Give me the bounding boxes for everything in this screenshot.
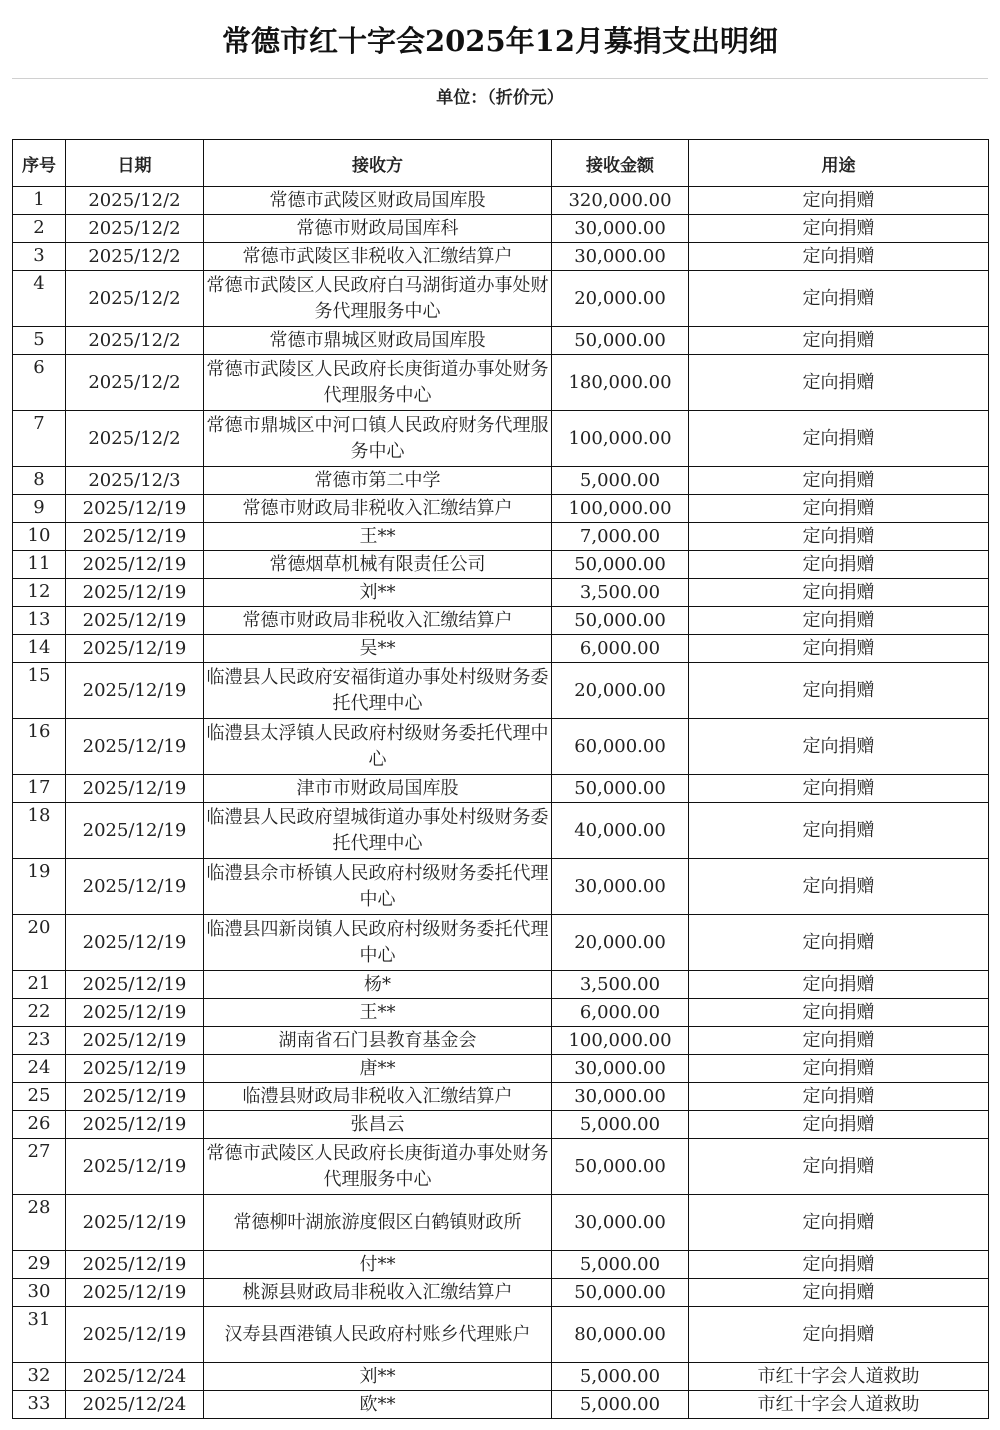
cell-date: 2025/12/19 <box>66 859 204 915</box>
table-row <box>13 1279 989 1307</box>
cell-amount: 100,000.00 <box>552 1027 689 1055</box>
table-row <box>13 859 989 915</box>
cell-amount: 80,000.00 <box>552 1307 689 1363</box>
cell-date: 2025/12/19 <box>66 1195 204 1251</box>
table-row <box>13 495 989 523</box>
table-body <box>13 187 989 1419</box>
cell-recipient: 常德市武陵区人民政府长庚街道办事处财务代理服务中心 <box>204 1139 552 1195</box>
cell-date: 2025/12/19 <box>66 1251 204 1279</box>
cell-date: 2025/12/19 <box>66 775 204 803</box>
cell-purpose: 定向捐赠 <box>689 859 989 915</box>
table-row <box>13 663 989 719</box>
cell-purpose: 定向捐赠 <box>689 523 989 551</box>
cell-index: 23 <box>13 1027 66 1055</box>
table-row <box>13 411 989 467</box>
cell-index: 2 <box>13 215 66 243</box>
cell-purpose: 定向捐赠 <box>689 1279 989 1307</box>
cell-index: 26 <box>13 1111 66 1139</box>
cell-recipient: 临澧县太浮镇人民政府村级财务委托代理中心 <box>204 719 552 775</box>
table-row <box>13 635 989 663</box>
cell-date: 2025/12/19 <box>66 1139 204 1195</box>
document-sheet <box>12 0 988 1419</box>
cell-purpose: 定向捐赠 <box>689 1027 989 1055</box>
cell-date: 2025/12/2 <box>66 243 204 271</box>
cell-index: 21 <box>13 971 66 999</box>
cell-amount: 30,000.00 <box>552 1195 689 1251</box>
table-row <box>13 243 989 271</box>
cell-purpose: 定向捐赠 <box>689 999 989 1027</box>
cell-recipient: 常德市鼎城区财政局国库股 <box>204 327 552 355</box>
header-index: 序号 <box>13 140 66 187</box>
cell-index: 20 <box>13 915 66 971</box>
document-title: 常德市红十字会2025年12月募捐支出明细 <box>12 0 988 79</box>
cell-purpose: 定向捐赠 <box>689 915 989 971</box>
cell-date: 2025/12/2 <box>66 355 204 411</box>
cell-purpose: 定向捐赠 <box>689 775 989 803</box>
cell-date: 2025/12/19 <box>66 1055 204 1083</box>
cell-amount: 5,000.00 <box>552 1111 689 1139</box>
cell-amount: 5,000.00 <box>552 1251 689 1279</box>
table-row <box>13 1307 989 1363</box>
cell-date: 2025/12/19 <box>66 551 204 579</box>
cell-index: 8 <box>13 467 66 495</box>
cell-recipient: 临澧县财政局非税收入汇缴结算户 <box>204 1083 552 1111</box>
cell-amount: 6,000.00 <box>552 635 689 663</box>
cell-index: 7 <box>13 411 66 467</box>
cell-date: 2025/12/2 <box>66 327 204 355</box>
table-row <box>13 1055 989 1083</box>
cell-purpose: 定向捐赠 <box>689 1139 989 1195</box>
cell-amount: 30,000.00 <box>552 1083 689 1111</box>
cell-purpose: 定向捐赠 <box>689 719 989 775</box>
cell-date: 2025/12/19 <box>66 915 204 971</box>
cell-index: 33 <box>13 1391 66 1419</box>
cell-amount: 320,000.00 <box>552 187 689 215</box>
cell-recipient: 临澧县人民政府望城街道办事处村级财务委托代理中心 <box>204 803 552 859</box>
cell-amount: 20,000.00 <box>552 663 689 719</box>
cell-recipient: 常德烟草机械有限责任公司 <box>204 551 552 579</box>
cell-index: 31 <box>13 1307 66 1363</box>
cell-purpose: 定向捐赠 <box>689 607 989 635</box>
cell-date: 2025/12/19 <box>66 1083 204 1111</box>
cell-purpose: 定向捐赠 <box>689 243 989 271</box>
cell-amount: 40,000.00 <box>552 803 689 859</box>
cell-recipient: 汉寿县酉港镇人民政府村账乡代理账户 <box>204 1307 552 1363</box>
table-row <box>13 551 989 579</box>
cell-purpose: 定向捐赠 <box>689 803 989 859</box>
cell-amount: 30,000.00 <box>552 1055 689 1083</box>
cell-amount: 100,000.00 <box>552 411 689 467</box>
header-recipient: 接收方 <box>204 140 552 187</box>
cell-purpose: 定向捐赠 <box>689 1055 989 1083</box>
cell-index: 4 <box>13 271 66 327</box>
cell-purpose: 定向捐赠 <box>689 327 989 355</box>
cell-purpose: 定向捐赠 <box>689 1083 989 1111</box>
cell-date: 2025/12/3 <box>66 467 204 495</box>
cell-date: 2025/12/19 <box>66 635 204 663</box>
cell-amount: 5,000.00 <box>552 1363 689 1391</box>
cell-date: 2025/12/19 <box>66 663 204 719</box>
cell-purpose: 定向捐赠 <box>689 1307 989 1363</box>
header-amount: 接收金额 <box>552 140 689 187</box>
cell-recipient: 常德市第二中学 <box>204 467 552 495</box>
cell-amount: 30,000.00 <box>552 215 689 243</box>
unit-label: 单位：（折价元） <box>436 88 564 108</box>
cell-date: 2025/12/19 <box>66 971 204 999</box>
cell-date: 2025/12/19 <box>66 495 204 523</box>
table-row <box>13 467 989 495</box>
cell-amount: 50,000.00 <box>552 1279 689 1307</box>
cell-purpose: 定向捐赠 <box>689 1111 989 1139</box>
cell-amount: 3,500.00 <box>552 579 689 607</box>
cell-amount: 50,000.00 <box>552 551 689 579</box>
cell-index: 25 <box>13 1083 66 1111</box>
cell-index: 18 <box>13 803 66 859</box>
cell-recipient: 刘** <box>204 1363 552 1391</box>
cell-recipient: 常德市武陵区财政局国库股 <box>204 187 552 215</box>
cell-amount: 50,000.00 <box>552 775 689 803</box>
table-row <box>13 579 989 607</box>
cell-purpose: 定向捐赠 <box>689 635 989 663</box>
header-date: 日期 <box>66 140 204 187</box>
cell-amount: 30,000.00 <box>552 243 689 271</box>
table-row <box>13 719 989 775</box>
table-row <box>13 355 989 411</box>
cell-amount: 6,000.00 <box>552 999 689 1027</box>
cell-recipient: 湖南省石门县教育基金会 <box>204 1027 552 1055</box>
cell-amount: 20,000.00 <box>552 271 689 327</box>
cell-amount: 60,000.00 <box>552 719 689 775</box>
cell-index: 32 <box>13 1363 66 1391</box>
cell-index: 17 <box>13 775 66 803</box>
cell-recipient: 杨* <box>204 971 552 999</box>
table-row <box>13 1083 989 1111</box>
table-row <box>13 999 989 1027</box>
cell-date: 2025/12/19 <box>66 719 204 775</box>
cell-index: 22 <box>13 999 66 1027</box>
cell-amount: 20,000.00 <box>552 915 689 971</box>
cell-recipient: 常德市鼎城区中河口镇人民政府财务代理服务中心 <box>204 411 552 467</box>
cell-date: 2025/12/19 <box>66 999 204 1027</box>
cell-index: 14 <box>13 635 66 663</box>
table-row <box>13 971 989 999</box>
cell-purpose: 定向捐赠 <box>689 271 989 327</box>
cell-purpose: 定向捐赠 <box>689 187 989 215</box>
table-row <box>13 1195 989 1251</box>
cell-purpose: 定向捐赠 <box>689 495 989 523</box>
cell-date: 2025/12/2 <box>66 187 204 215</box>
cell-index: 19 <box>13 859 66 915</box>
cell-purpose: 定向捐赠 <box>689 1251 989 1279</box>
cell-index: 11 <box>13 551 66 579</box>
cell-date: 2025/12/24 <box>66 1363 204 1391</box>
table-row <box>13 271 989 327</box>
cell-date: 2025/12/19 <box>66 579 204 607</box>
table-row <box>13 1363 989 1391</box>
cell-date: 2025/12/19 <box>66 523 204 551</box>
cell-amount: 7,000.00 <box>552 523 689 551</box>
cell-recipient: 临澧县四新岗镇人民政府村级财务委托代理中心 <box>204 915 552 971</box>
cell-recipient: 临澧县佘市桥镇人民政府村级财务委托代理中心 <box>204 859 552 915</box>
cell-recipient: 临澧县人民政府安福街道办事处村级财务委托代理中心 <box>204 663 552 719</box>
table-row <box>13 915 989 971</box>
cell-recipient: 津市市财政局国库股 <box>204 775 552 803</box>
cell-purpose: 市红十字会人道救助 <box>689 1363 989 1391</box>
cell-purpose: 定向捐赠 <box>689 971 989 999</box>
cell-date: 2025/12/19 <box>66 607 204 635</box>
cell-recipient: 桃源县财政局非税收入汇缴结算户 <box>204 1279 552 1307</box>
cell-recipient: 常德市财政局国库科 <box>204 215 552 243</box>
cell-date: 2025/12/2 <box>66 411 204 467</box>
cell-index: 13 <box>13 607 66 635</box>
cell-date: 2025/12/19 <box>66 803 204 859</box>
cell-index: 12 <box>13 579 66 607</box>
cell-index: 1 <box>13 187 66 215</box>
cell-amount: 3,500.00 <box>552 971 689 999</box>
cell-purpose: 定向捐赠 <box>689 467 989 495</box>
cell-index: 24 <box>13 1055 66 1083</box>
cell-amount: 30,000.00 <box>552 859 689 915</box>
table-row <box>13 187 989 215</box>
cell-index: 29 <box>13 1251 66 1279</box>
cell-index: 6 <box>13 355 66 411</box>
cell-index: 27 <box>13 1139 66 1195</box>
table-row <box>13 1251 989 1279</box>
cell-purpose: 定向捐赠 <box>689 551 989 579</box>
cell-amount: 50,000.00 <box>552 327 689 355</box>
cell-recipient: 唐** <box>204 1055 552 1083</box>
cell-index: 30 <box>13 1279 66 1307</box>
cell-date: 2025/12/19 <box>66 1027 204 1055</box>
cell-index: 9 <box>13 495 66 523</box>
cell-recipient: 张昌云 <box>204 1111 552 1139</box>
cell-recipient: 王** <box>204 523 552 551</box>
cell-recipient: 常德市武陵区人民政府白马湖街道办事处财务代理服务中心 <box>204 271 552 327</box>
cell-date: 2025/12/24 <box>66 1391 204 1419</box>
cell-recipient: 王** <box>204 999 552 1027</box>
table-row <box>13 775 989 803</box>
cell-index: 10 <box>13 523 66 551</box>
cell-amount: 100,000.00 <box>552 495 689 523</box>
cell-date: 2025/12/19 <box>66 1307 204 1363</box>
cell-index: 15 <box>13 663 66 719</box>
expenditure-table <box>12 139 989 1419</box>
cell-date: 2025/12/19 <box>66 1111 204 1139</box>
cell-purpose: 定向捐赠 <box>689 411 989 467</box>
cell-index: 28 <box>13 1195 66 1251</box>
table-row <box>13 327 989 355</box>
cell-amount: 5,000.00 <box>552 1391 689 1419</box>
cell-recipient: 付** <box>204 1251 552 1279</box>
cell-purpose: 定向捐赠 <box>689 355 989 411</box>
cell-recipient: 常德柳叶湖旅游度假区白鹤镇财政所 <box>204 1195 552 1251</box>
cell-recipient: 常德市武陵区非税收入汇缴结算户 <box>204 243 552 271</box>
cell-amount: 50,000.00 <box>552 1139 689 1195</box>
cell-date: 2025/12/2 <box>66 215 204 243</box>
cell-recipient: 常德市财政局非税收入汇缴结算户 <box>204 607 552 635</box>
table-row <box>13 1111 989 1139</box>
cell-index: 3 <box>13 243 66 271</box>
table-row <box>13 523 989 551</box>
table-row <box>13 803 989 859</box>
cell-index: 16 <box>13 719 66 775</box>
cell-recipient: 刘** <box>204 579 552 607</box>
cell-recipient: 常德市武陵区人民政府长庚街道办事处财务代理服务中心 <box>204 355 552 411</box>
cell-recipient: 常德市财政局非税收入汇缴结算户 <box>204 495 552 523</box>
table-row <box>13 1139 989 1195</box>
cell-amount: 5,000.00 <box>552 467 689 495</box>
cell-purpose: 定向捐赠 <box>689 663 989 719</box>
cell-date: 2025/12/2 <box>66 271 204 327</box>
table-row <box>13 1391 989 1419</box>
cell-purpose: 市红十字会人道救助 <box>689 1391 989 1419</box>
cell-index: 5 <box>13 327 66 355</box>
table-header-row <box>13 140 989 187</box>
cell-recipient: 吴** <box>204 635 552 663</box>
cell-purpose: 定向捐赠 <box>689 1195 989 1251</box>
table-row <box>13 607 989 635</box>
cell-purpose: 定向捐赠 <box>689 579 989 607</box>
cell-recipient: 欧** <box>204 1391 552 1419</box>
table-row <box>13 215 989 243</box>
cell-date: 2025/12/19 <box>66 1279 204 1307</box>
header-purpose: 用途 <box>689 140 989 187</box>
cell-amount: 50,000.00 <box>552 607 689 635</box>
cell-amount: 180,000.00 <box>552 355 689 411</box>
table-row <box>13 1027 989 1055</box>
cell-purpose: 定向捐赠 <box>689 215 989 243</box>
